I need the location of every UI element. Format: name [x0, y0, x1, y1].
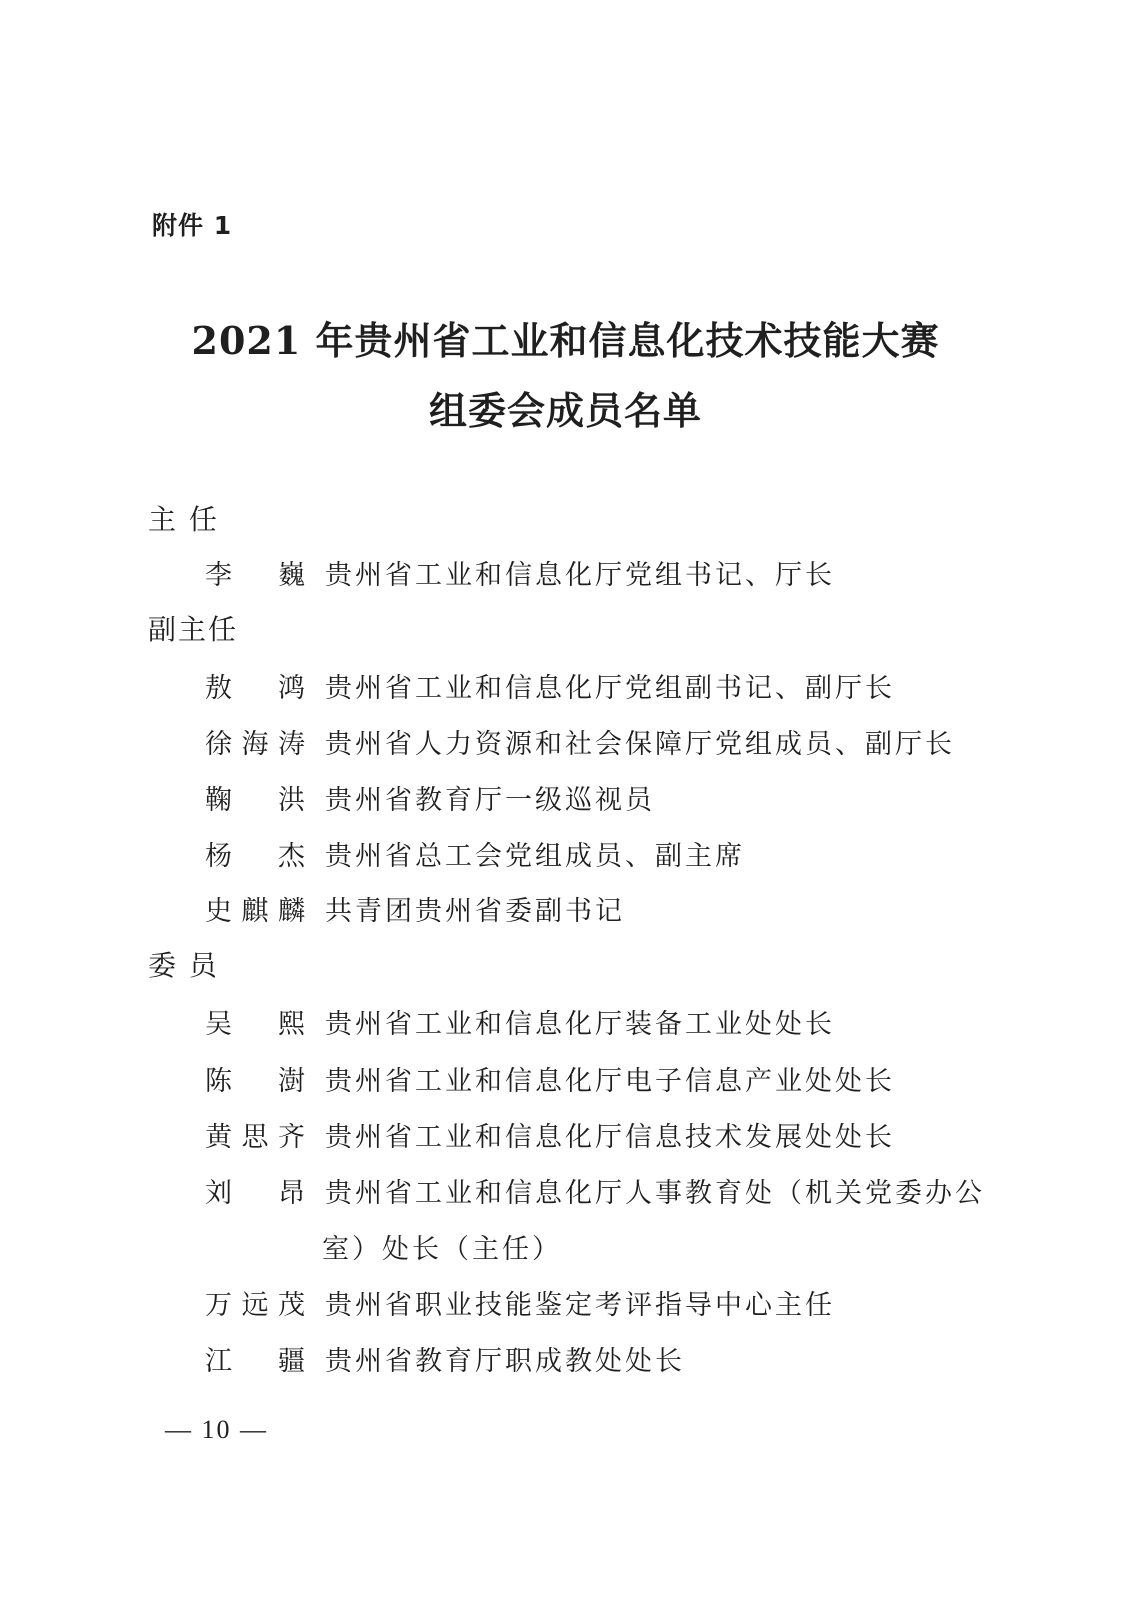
- member-name: 陈 澍: [205, 1066, 305, 1097]
- member-position: 共青团贵州省委副书记: [325, 896, 625, 927]
- member-row: [205, 1346, 685, 1378]
- member-name: 史麒麟: [205, 896, 305, 927]
- member-name: 李 巍: [205, 560, 305, 591]
- member-row: [205, 785, 655, 817]
- member-row: [205, 1009, 835, 1041]
- section-heading-members: 委 员: [148, 949, 219, 982]
- page-number: — 10 —: [165, 1415, 268, 1444]
- member-name: 吴 熙: [205, 1009, 305, 1040]
- member-row: [205, 673, 895, 705]
- member-position: 贵州省工业和信息化厅人事教育处（机关党委办公: [325, 1178, 985, 1209]
- member-name: 鞠 洪: [205, 785, 305, 816]
- member-name: 刘 昂: [205, 1178, 305, 1209]
- section-heading-deputy-director: 副主任: [148, 613, 239, 646]
- document-title-line1: 2021 年贵州省工业和信息化技术技能大赛: [191, 318, 940, 363]
- member-name: 杨 杰: [205, 841, 305, 872]
- member-position: 贵州省工业和信息化厅装备工业处处长: [325, 1009, 835, 1040]
- member-name: 江 疆: [205, 1346, 305, 1377]
- section-heading-director: 主 任: [148, 503, 219, 536]
- member-position: 贵州省工业和信息化厅党组副书记、副厅长: [325, 673, 895, 704]
- member-name: 万远茂: [205, 1290, 305, 1321]
- member-row: [205, 560, 835, 592]
- attachment-label: 附件 1: [152, 211, 233, 240]
- member-position: 贵州省工业和信息化厅电子信息产业处处长: [325, 1066, 895, 1097]
- member-name: 黄思齐: [205, 1122, 305, 1153]
- member-position: 贵州省人力资源和社会保障厅党组成员、副厅长: [325, 729, 955, 760]
- member-row: [205, 1178, 985, 1210]
- member-position: 贵州省工业和信息化厅党组书记、厅长: [325, 560, 835, 591]
- member-row: [205, 841, 745, 873]
- member-position: 贵州省总工会党组成员、副主席: [325, 841, 745, 872]
- member-row: [205, 896, 625, 928]
- member-row: [205, 729, 955, 761]
- member-name: 徐海涛: [205, 729, 305, 760]
- member-name: 敖 鸿: [205, 673, 305, 704]
- member-row: [205, 1122, 895, 1154]
- member-position: 贵州省教育厅职成教处处长: [325, 1346, 685, 1377]
- member-row: [205, 1290, 835, 1322]
- member-row: [205, 1066, 895, 1098]
- member-position: 贵州省职业技能鉴定考评指导中心主任: [325, 1290, 835, 1321]
- member-position: 贵州省工业和信息化厅信息技术发展处处长: [325, 1122, 895, 1153]
- document-title-line2: 组委会成员名单: [428, 388, 702, 433]
- member-position-continuation: 室）处长（主任）: [322, 1234, 562, 1265]
- member-position: 贵州省教育厅一级巡视员: [325, 785, 655, 816]
